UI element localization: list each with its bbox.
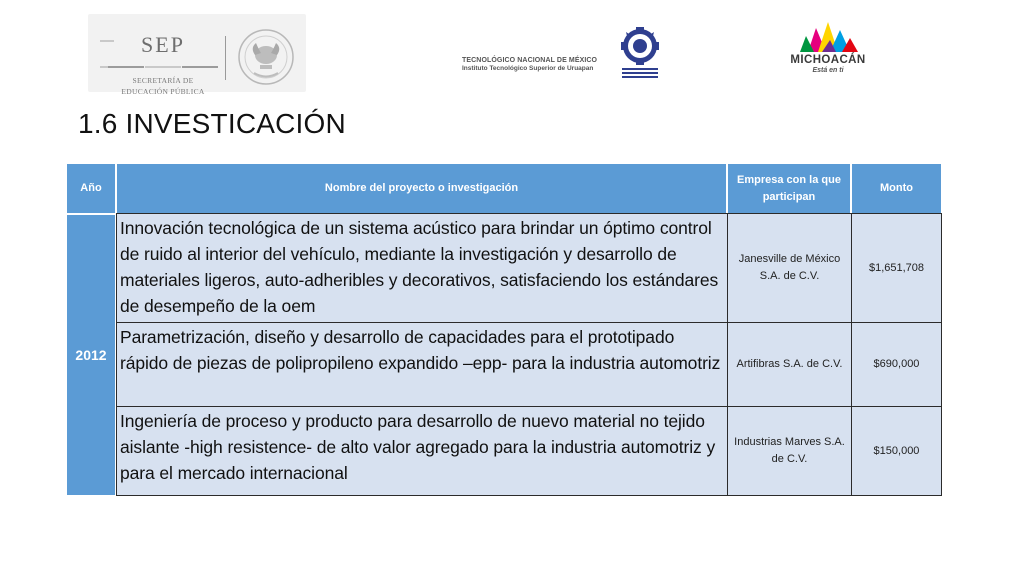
- tecnm-logo: [462, 56, 602, 73]
- sep-color-bar-icon: [108, 65, 218, 69]
- column-header-project: Nombre del proyecto o investigación: [117, 164, 726, 213]
- michoacan-logo-icon: [786, 20, 870, 54]
- logo-strip: [0, 0, 1024, 100]
- table-row-3-amount: $150,000: [851, 406, 942, 496]
- michoacan-tagline: Está en ti: [812, 67, 844, 74]
- year-cell: 2012: [67, 215, 115, 495]
- sep-logo: [108, 34, 218, 96]
- itsu-gear-logo-icon: [616, 24, 664, 84]
- column-header-amount: Monto: [852, 164, 941, 213]
- table-row-3-company: Industrias Marves S.A. de C.V.: [727, 406, 852, 496]
- table-row-2-amount: $690,000: [851, 322, 942, 407]
- table-row-2-project: Parametrización, diseño y desarrollo de capacidades para el prototipado rápido de piezas de polipropileno expandido –epp- para la industria automotriz: [116, 322, 728, 407]
- sep-logo-subtitle-2: EDUCACIÓN PÚBLICA: [121, 87, 205, 96]
- sep-logo-title: SEP: [141, 32, 185, 57]
- column-header-company: Empresa con la que participan: [728, 164, 850, 213]
- column-header-year: Año: [67, 164, 115, 213]
- table-row-1-company: Janesville de México S.A. de C.V.: [727, 213, 852, 323]
- investigation-table: [67, 164, 942, 497]
- tecnm-line-2: Instituto Tecnológico Superior de Uruapan: [462, 65, 594, 72]
- michoacan-name: MICHOACÁN: [790, 54, 866, 66]
- sep-logo-subtitle-1: SECRETARÍA DE: [132, 76, 194, 85]
- table-row-2-company: Artifibras S.A. de C.V.: [727, 322, 852, 407]
- mexico-seal-icon: [236, 28, 296, 86]
- table-row-1-project: Innovación tecnológica de un sistema acústico para brindar un óptimo control de ruido al interior del vehículo, mediante la investigación y desarrollo de materiales ligeros, auto-adheribles y decorativos, satisfaciendo los estándares de desempeño de la oem: [116, 213, 728, 323]
- table-row-1-amount: $1,651,708: [851, 213, 942, 323]
- table-row-3-project: Ingeniería de proceso y producto para desarrollo de nuevo material no tejido aislante -high resistence- de alto valor agregado para la industria automotriz y para el mercado internacional: [116, 406, 728, 496]
- tecnm-line-1: TECNOLÓGICO NACIONAL DE MÉXICO: [462, 57, 598, 64]
- page-title: 1.6 INVESTICACIÓN: [78, 108, 346, 139]
- sep-divider: [225, 36, 226, 80]
